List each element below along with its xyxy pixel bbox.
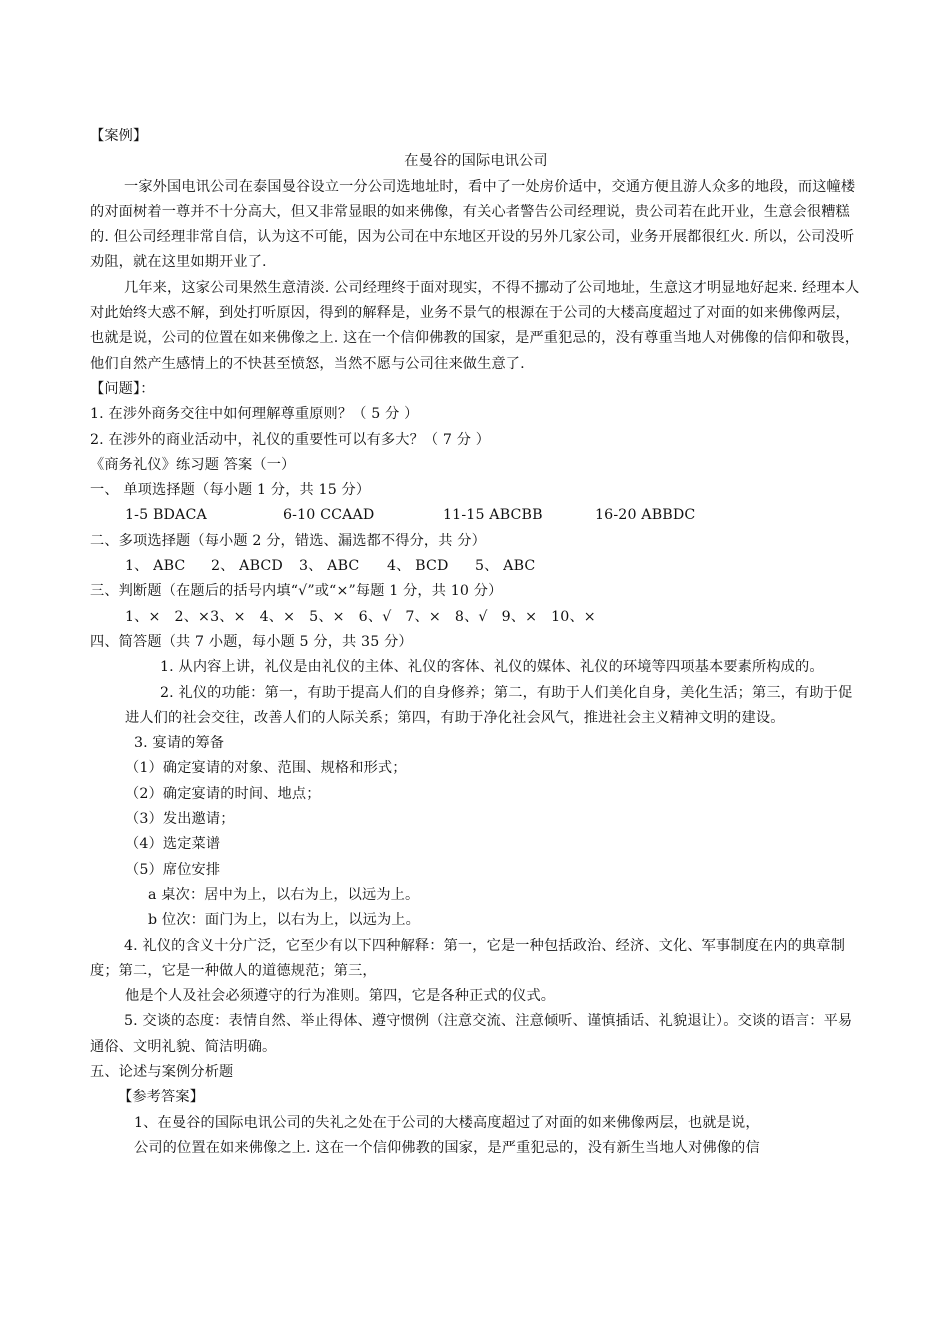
case-paragraph-1: 一家外国电讯公司在泰国曼谷设立一分公司选地址时，看中了一处房价适中，交通方便且游人众多的地段，而这幢楼的对面树着一尊并不十分高大，但又非常显眼的如来佛像，有关心者警告公司经理说，贵公司若在此开业，生意会很糟糕的. 但公司经理非常自信，认为这不可能，因为公司在中东地区开设的另外几家公司，业务开展都很红火. 所以，公司没听劝阻，就在这里如期开业了.	[90, 178, 856, 271]
section-5-header: 五、论述与案例分析题	[90, 1063, 234, 1080]
section-2-header: 二、多项选择题（每小题 2 分，错选、漏选都不得分，共 分）	[90, 532, 486, 549]
short-answer-4-part-1: 4. 礼仪的含义十分广泛，它至少有以下四种解释：第一，它是一种包括政治、经济、文化、军事制度在内的典章制度；第二，它是一种做人的道德规范；第三，	[90, 937, 846, 979]
banquet-step-5: （5）席位安排	[125, 861, 221, 878]
case-analysis-line-1: 1、在曼谷的国际电讯公司的失礼之处在于公司的大楼高度超过了对面的如来佛像两层，也就是说，	[134, 1114, 760, 1131]
banquet-step-1: （1）确定宴请的对象、范围、规格和形式；	[125, 760, 407, 777]
case-analysis-line-2: 公司的位置在如来佛像之上. 这在一个信仰佛教的国家，是严重犯忌的，没有新生当地人对佛像的信	[134, 1139, 760, 1156]
case-title: 在曼谷的国际电讯公司	[404, 153, 548, 170]
answer-group: 16-20 ABBDC	[595, 507, 696, 524]
short-answer-2: 2. 礼仪的功能：第一，有助于提高人们的自身修养；第二，有助于人们美化自身，美化生活；第三，有助于促进人们的社会交往，改善人们的人际关系；第四，有助于净化社会风气，推进社会主义精神文明的建设。	[125, 684, 853, 726]
section-3-header: 三、判断题（在题后的括号内填“√”或“×”每题 1 分，共 10 分）	[90, 583, 503, 600]
answer-group: 11-15 ABCBB	[443, 507, 543, 524]
question-2: 2. 在涉外的商业活动中，礼仪的重要性可以有多大？（ 7 分 ）	[90, 431, 491, 448]
case-header: 【案例】	[90, 128, 148, 144]
short-answer-4-part-2: 他是个人及社会必须遵守的行为准则。第四，它是各种正式的仪式。	[125, 988, 556, 1005]
banquet-step-2: （2）确定宴请的时间、地点；	[125, 785, 321, 802]
banquet-step-4: （4）选定菜谱	[125, 836, 221, 853]
answer-group: 1-5 BDACA	[125, 507, 207, 524]
seating-rule-table: a 桌次：居中为上，以右为上，以远为上。	[148, 886, 420, 903]
section-4-header: 四、简答题（共 7 小题，每小题 5 分，共 35 分）	[90, 633, 413, 650]
answer-group: 3、 ABC	[299, 558, 360, 575]
banquet-step-3: （3）发出邀请；	[125, 811, 235, 828]
questions-header: 【问题】：	[90, 380, 155, 397]
case-paragraph-2: 几年来，这家公司果然生意清淡. 公司经理终于面对现实，不得不挪动了公司地址，生意这才明显地好起来. 经理本人对此始终大惑不解，到处打听原因，得到的解释是，业务不景气的根源在于公司的大楼高度超过了对面的如来佛像两层，也就是说，公司的位置在如来佛像之上. 这在一个信仰佛教的国家，是严重犯忌的，没有尊重当地人对佛像的信仰和敬畏，他们自然产生感情上的不快甚至愤怒，当然不愿与公司往来做生意了.	[90, 279, 860, 372]
question-1: 1. 在涉外商务交往中如何理解尊重原则？（ 5 分 ）	[90, 406, 419, 423]
section-3-answers: 1、× 2、×3、× 4、× 5、× 6、√ 7、× 8、√ 9、× 10、×	[125, 608, 596, 625]
reference-answer-header: 【参考答案】	[118, 1089, 205, 1106]
answers-title: 《商务礼仪》练习题 答案（一）	[90, 456, 296, 473]
short-answer-1: 1. 从内容上讲，礼仪是由礼仪的主体、礼仪的客体、礼仪的媒体、礼仪的环境等四项基本要素所构成的。	[160, 659, 824, 676]
answer-group: 2、 ABCD	[211, 558, 283, 575]
answer-group: 6-10 CCAAD	[283, 507, 375, 524]
seating-rule-seat: b 位次：面门为上，以右为上，以远为上。	[148, 912, 420, 929]
short-answer-3-title: 3. 宴请的筹备	[134, 735, 225, 752]
answer-group: 4、 BCD	[387, 558, 449, 575]
answer-group: 1、 ABC	[125, 558, 186, 575]
short-answer-5: 5. 交谈的态度：表情自然、举止得体、遵守惯例（注意交流、注意倾听、谨慎插话、礼貌退让）。交谈的语言：平易通俗、文明礼貌、简洁明确。	[90, 1013, 853, 1055]
document-page	[90, 124, 862, 1161]
section-1-answers	[90, 503, 862, 528]
section-1-header: 一、 单项选择题（每小题 1 分，共 15 分）	[90, 482, 371, 499]
section-2-answers	[90, 554, 862, 579]
answer-group: 5、 ABC	[475, 558, 536, 575]
